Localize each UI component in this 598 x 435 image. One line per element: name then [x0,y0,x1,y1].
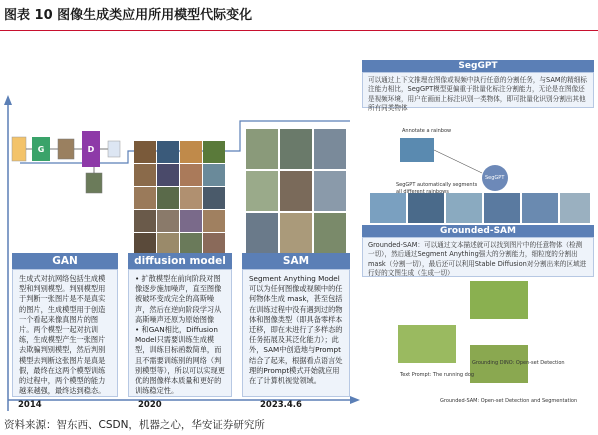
diffusion-image-grid [134,141,225,255]
seggpt-rainbow-input [400,138,434,162]
gan-real-image [86,173,102,193]
text-prompt-caption: Text Prompt: The running dog [400,372,475,378]
grounded-sam-description: Grounded-SAM：可以通过文本描述就可以找到图片中的任意物体（检测一切），然后通过Segment Anything强大的分割能力，细粒度的分割出mask（分割一切），最后还可以利用Stable Diffusion对分割出来的区域进行好的文图生成（生成一切） [362,237,594,277]
seggpt-description: 可以通过上下文推理在图像或视频中执行任意的分割任务，与SAM的精细标注能力相比，SegGPT模型更偏重于批量化标注分割能力，无论是在图像还是视频环境，用户在画面上标注识别一类物体，即可批量化识别分割出其他所有同类物体 [362,72,594,108]
year-2023: 2023.4.6 [260,400,302,410]
seggpt-caption-1: SegGPT automatically segments [396,182,478,188]
gan-g-label: G [37,145,45,154]
gan-noise-input [12,137,26,161]
sam-image-grid [246,129,346,253]
grounded-dog-image-2 [398,325,456,363]
gan-header: GAN [12,253,118,269]
gan-output-box [108,141,120,157]
seggpt-caption-2: all different rainbows [396,189,449,195]
grounded-sam-header: Grounded-SAM [362,225,594,237]
seggpt-header: SegGPT [362,60,594,72]
year-2020: 2020 [138,400,162,410]
diffusion-header: diffusion model [128,253,232,269]
sam-header: SAM [242,253,350,269]
sam-description: Segment Anything Model可以为任何图像或视频中的任何物体生成 mask，甚至包括在训练过程中没有遇到过的物体和图像类型（即具备零样本迁移，即在未进行了多样态的任务拓展及其泛化能力）；此外，SAM中创造地与Prompt结合了起来，根据看点语言处理的Prompt模式开始就应用在了计算机视觉领域。 [242,269,350,397]
source-note: 资料来源：智东西、CSDN，机器之心，华安证券研究所 [4,419,265,431]
seggpt-output-strip [370,193,590,223]
grounded-dino-caption: Grounding DINO: Open-set Detection [472,360,565,366]
gan-generated-image [58,139,74,159]
year-2014: 2014 [18,400,42,410]
diffusion-description: • 扩散模型在前向阶段对图像逐步施加噪声，直至图像被破坏变成完全的高斯噪声，然后在逆向阶段学习从高斯噪声还原为原始图像 • 和GAN相比，Diffusion Model只需要训练生成模型，训练目标函数简单，而且不需要训练别的网络（判别模型等），所以可以实现更优的图像样本质量和更好的训练稳定性。 [128,269,232,397]
seggpt-annotate-caption: Annotate a rainbow [402,128,452,134]
horizontal-axis-arrowhead [350,396,360,404]
vertical-axis-arrowhead [4,95,12,105]
grounded-sam-caption: Grounded-SAM: Open-set Detection and Segmentation [440,398,578,404]
grounded-dog-image-1 [470,281,528,319]
seggpt-model-label: SegGPT [485,175,505,181]
title-divider [0,30,598,31]
gan-d-label: D [87,145,95,154]
chart-title: 图表 10 图像生成类应用所用模型代际变化 [4,8,253,23]
gan-description: 生成式对抗网络包括生成模型和判别模型。判别模型用于判断一张图片是不是真实的图片，生成模型用于创造一个看起来像真图片的图片。两个模型一起对抗训练，生成模型产生一张图片去欺骗判别模型，然后判别模型去判断这张图片是真是假，最终在这两个模型训练的过程中，两个模型的能力越来越强，最终达到稳态。 [12,269,118,397]
